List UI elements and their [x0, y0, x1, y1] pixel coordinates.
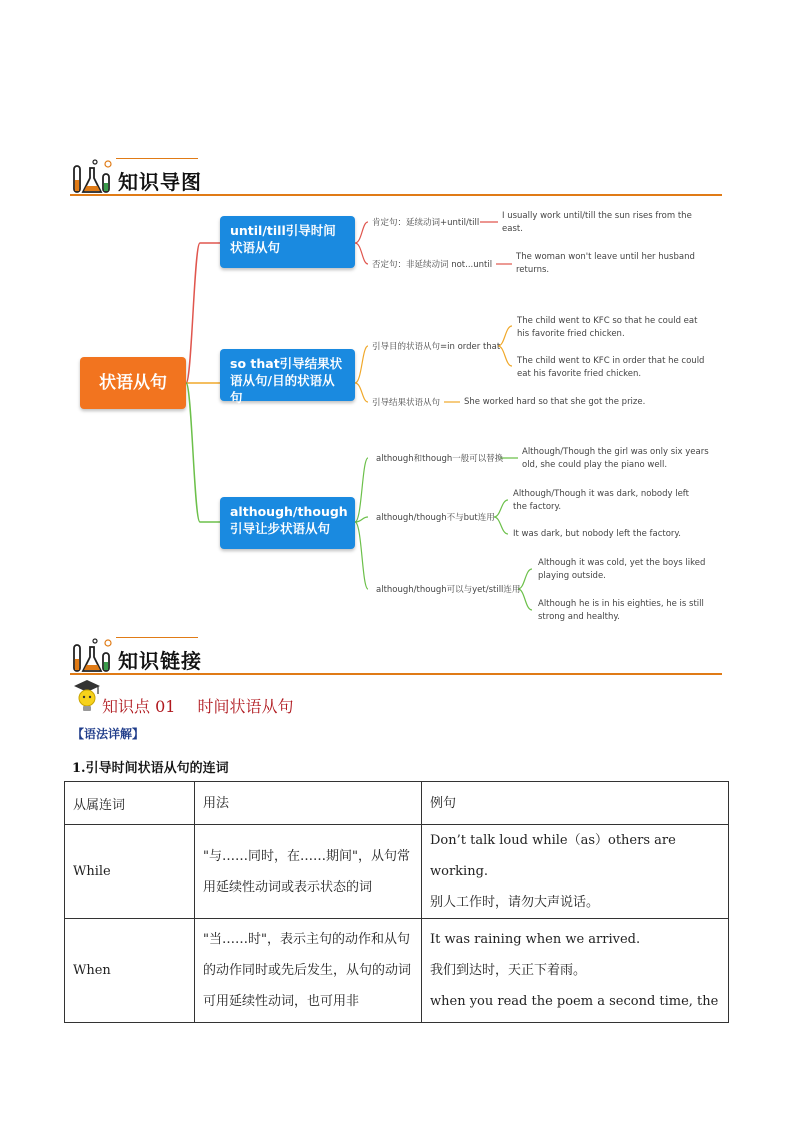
so-that-result-example: She worked hard so that she got the prize. — [464, 397, 646, 407]
table-header-cell: 例句 — [422, 782, 729, 825]
usage-cell: "当……时"，表示主句的动作和从句的动作同时或先后发生，从句的动词可用延续性动词，也可用非 — [195, 919, 422, 1023]
conjunction-cell: While — [65, 825, 195, 919]
section-bottom-rule — [70, 673, 722, 675]
branch-although-though: although/though引导让步状语从句 — [220, 497, 355, 549]
although-no-but-example-2: It was dark, but nobody left the factory. — [513, 529, 681, 539]
example-line: when you read the poem a second time, the — [430, 994, 719, 1009]
section-header-links — [70, 635, 722, 677]
although-yet-still-example-1: Although it was cold, yet the boys liked playing outside. — [538, 558, 706, 581]
example-line: 别人工作时，请勿大声说话。 — [430, 895, 600, 910]
branch-so-that: so that引导结果状语从句/目的状语从句 — [220, 349, 355, 401]
so-that-purpose-example-2: The child went to KFC in order that he could eat his favorite fried chicken. — [517, 356, 705, 379]
although-replace-label: although和though一般可以替换 — [376, 454, 504, 464]
until-negative-label: 否定句：非延续动词 not...until — [372, 260, 493, 270]
until-negative-example: The woman won't leave until her husband returns. — [516, 252, 695, 275]
table-row — [65, 919, 729, 1023]
conjunction-table — [64, 781, 729, 1023]
section-top-rule — [116, 637, 198, 638]
until-affirmative-label: 肯定句：延续动词+until/till — [372, 218, 480, 228]
although-yet-still-label: although/though可以与yet/still连用 — [376, 585, 521, 595]
usage-cell: "与……同时，在……期间"，从句常用延续性动词或表示状态的词 — [195, 825, 422, 919]
section-title: 知识链接 — [118, 649, 202, 673]
table-header-cell: 从属连词 — [65, 782, 195, 825]
mindmap-root-node: 状语从句 — [80, 357, 186, 409]
so-that-purpose-label: 引导目的状语从句=in order that — [372, 342, 501, 352]
knowledge-point-heading — [72, 678, 472, 714]
table-header-cell: 用法 — [195, 782, 422, 825]
table-row — [65, 825, 729, 919]
knowledge-point-number: 知识点 01 — [102, 697, 176, 716]
knowledge-point-topic: 时间状语从句 — [197, 697, 294, 716]
knowledge-point-title — [102, 694, 293, 717]
so-that-result-label: 引导结果状语从句 — [372, 398, 441, 408]
although-replace-example: Although/Though the girl was only six years old, she could play the piano well. — [522, 447, 709, 470]
subheading: 1.引导时间状语从句的连词 — [72, 761, 229, 776]
until-affirmative-example: I usually work until/till the sun rises from the east. — [502, 211, 692, 234]
example-line: 我们到达时，天正下着雨。 — [430, 963, 587, 978]
example-cell — [422, 919, 729, 1023]
grammar-label: 【语法详解】 — [72, 727, 145, 741]
so-that-purpose-example-1: The child went to KFC so that he could eat his favorite fried chicken. — [517, 316, 698, 339]
conjunction-cell: When — [65, 919, 195, 1023]
table-header-row — [65, 782, 729, 825]
branch-until-till: until/till引导时间状语从句 — [220, 216, 355, 268]
lab-flask-icon — [70, 635, 114, 677]
example-line: Don’t talk loud while（as）others are working. — [430, 833, 676, 879]
although-no-but-label: although/though不与but连用 — [376, 513, 495, 523]
although-no-but-example-1: Although/Though it was dark, nobody left the factory. — [513, 489, 689, 512]
example-cell — [422, 825, 729, 919]
although-yet-still-example-2: Although he is in his eighties, he is still strong and healthy. — [538, 599, 704, 622]
example-line: It was raining when we arrived. — [430, 932, 641, 947]
graduate-lightbulb-icon — [72, 678, 102, 714]
section-title: 知识导图 — [118, 170, 202, 194]
